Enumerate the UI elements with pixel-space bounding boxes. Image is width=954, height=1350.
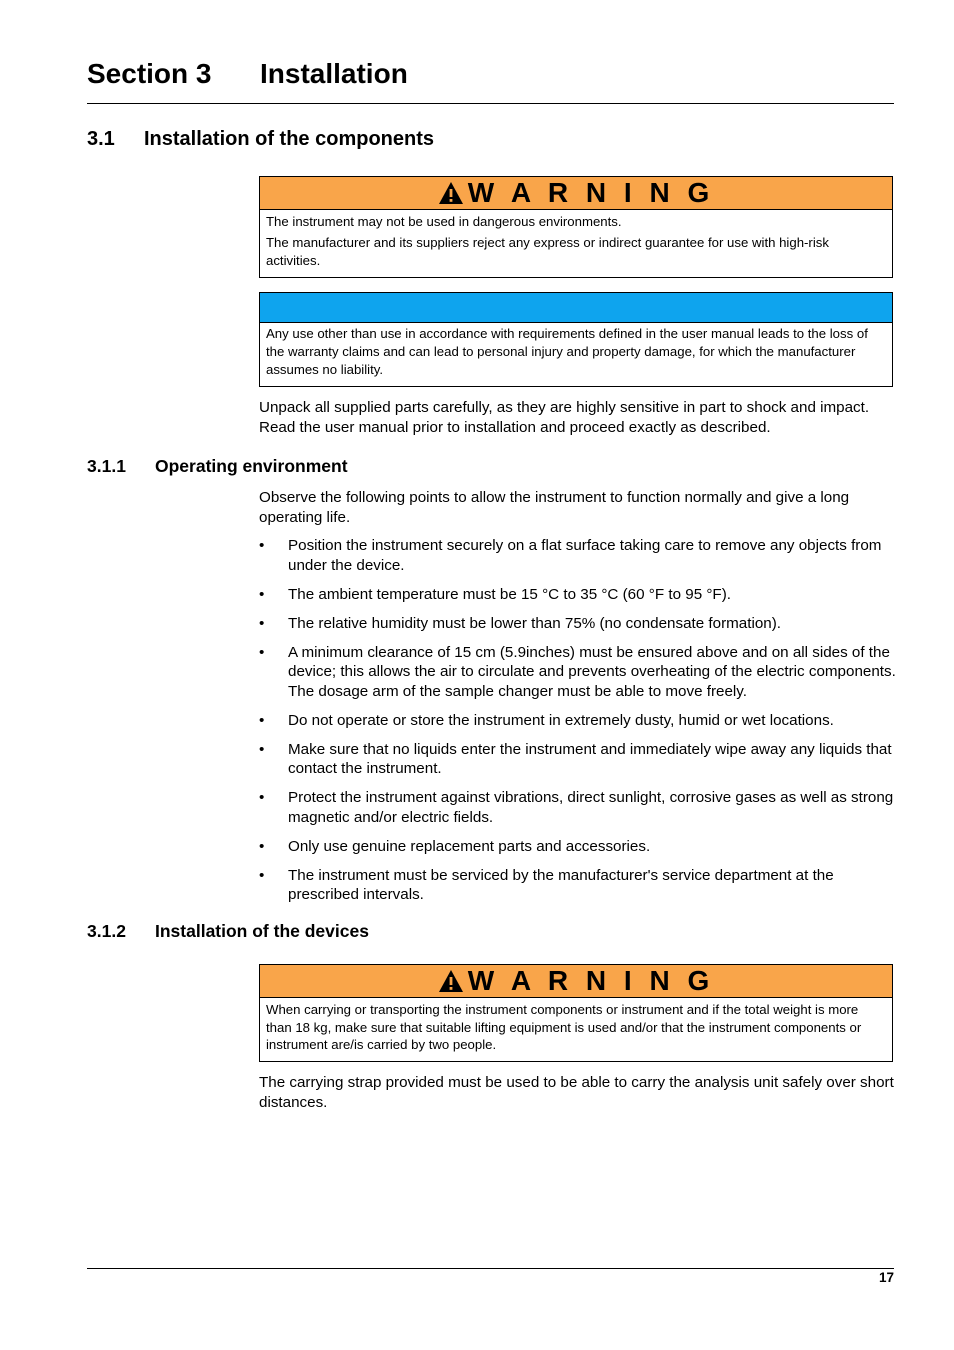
list-item-text: Make sure that no liquids enter the instrument and immediately wipe away any liquids that contact the instrument. (288, 740, 892, 777)
warning-body-2 (260, 998, 892, 1061)
heading-3-1-2-title: Installation of the devices (155, 921, 369, 941)
bullet-icon: • (259, 585, 265, 603)
warning-bar-2 (260, 965, 892, 998)
heading-3-1 (87, 128, 434, 151)
bullet-icon: • (259, 614, 265, 632)
list-item-text: Do not operate or store the instrument in extremely dusty, humid or wet locations. (288, 711, 834, 729)
list-item (259, 536, 899, 575)
bullet-icon: • (259, 837, 265, 855)
warning-1-line-2: The manufacturer and its suppliers reject any express or indirect guarantee for use with high-risk activities. (266, 235, 829, 268)
list-item (259, 788, 899, 827)
list-item-text: A minimum clearance of 15 cm (5.9inches) must be ensured above and on all sides of the device; this allows the air to circulate and prevents overheating of the electric components. The dosage arm of the sample changer must be able to move freely. (288, 643, 896, 700)
list-item (259, 740, 899, 779)
header-rule (87, 103, 894, 104)
warning-bar-1 (260, 177, 892, 210)
list-item-text: Only use genuine replacement parts and accessories. (288, 837, 651, 855)
warning-box-2 (259, 964, 893, 1062)
list-item-text: Position the instrument securely on a flat surface taking care to remove any objects from under the device. (288, 537, 882, 574)
warning-2-text: When carrying or transporting the instrument components or instrument and if the total weight is more than 18 kg, make sure that suitable lifting equipment is used and/or that the instrument components or instrument are/is carried by two people. (266, 1002, 862, 1052)
warning-heading-2: W A R N I N G (467, 965, 715, 996)
notice-box (259, 292, 893, 387)
page-number: 17 (878, 1270, 894, 1285)
bullet-icon: • (259, 866, 265, 884)
list-item (259, 837, 899, 857)
heading-3-1-2 (87, 921, 369, 942)
section-number: Section 3 (87, 58, 212, 89)
warning-box-1 (259, 176, 893, 278)
bullet-icon: • (259, 789, 265, 806)
list-item-text: The instrument must be serviced by the manufacturer's service department at the prescribed intervals. (288, 866, 834, 903)
list-item (259, 614, 899, 634)
list-item-text: The relative humidity must be lower than 75% (no condensate formation). (288, 614, 782, 632)
intro-paragraph: Unpack all supplied parts carefully, as they are highly sensitive in part to shock and impact. Read the user manual prior to installation and proceed exactly as described. (259, 399, 870, 436)
notice-body (260, 323, 892, 386)
list-item (259, 585, 899, 605)
heading-3-1-title: Installation of the components (144, 128, 435, 150)
list-item-text: The ambient temperature must be 15 °C to 35 °C (60 °F to 95 °F). (288, 585, 731, 603)
bullet-icon: • (259, 740, 265, 758)
warning-heading-1: W A R N I N G (467, 177, 715, 208)
warning-1-line-1: The instrument may not be used in dangerous environments. (266, 214, 622, 229)
operating-intro: Observe the following points to allow the instrument to function normally and give a long operating life. (259, 489, 850, 526)
notice-bar (260, 293, 892, 323)
warning-triangle-icon (438, 969, 464, 993)
bullet-icon: • (259, 711, 265, 729)
list-item (259, 866, 899, 905)
heading-3-1-number: 3.1 (87, 128, 115, 150)
list-item-text: Protect the instrument against vibrations, direct sunlight, corrosive gases as well as strong magnetic and/or electric fields. (288, 789, 894, 826)
section-title: Installation (260, 58, 408, 89)
notice-text: Any use other than use in accordance with requirements defined in the user manual leads to the loss of the warranty claims and can lead to personal injury and property damage, for which the manufacturer assumes no liability. (266, 326, 868, 377)
warning-triangle-icon (438, 181, 464, 205)
operating-bullet-list (259, 536, 899, 914)
heading-3-1-2-number: 3.1.2 (87, 921, 126, 941)
bullet-icon: • (259, 537, 265, 554)
heading-3-1-1 (87, 456, 348, 477)
closing-paragraph: The carrying strap provided must be used to be able to carry the analysis unit safely over short distances. (259, 1074, 894, 1111)
heading-3-1-1-number: 3.1.1 (87, 456, 126, 476)
footer-rule (87, 1268, 894, 1269)
heading-3-1-1-title: Operating environment (155, 456, 348, 476)
warning-body-1 (260, 210, 892, 277)
list-item (259, 711, 899, 731)
section-heading (87, 58, 408, 90)
list-item (259, 643, 899, 702)
bullet-icon: • (259, 643, 265, 661)
